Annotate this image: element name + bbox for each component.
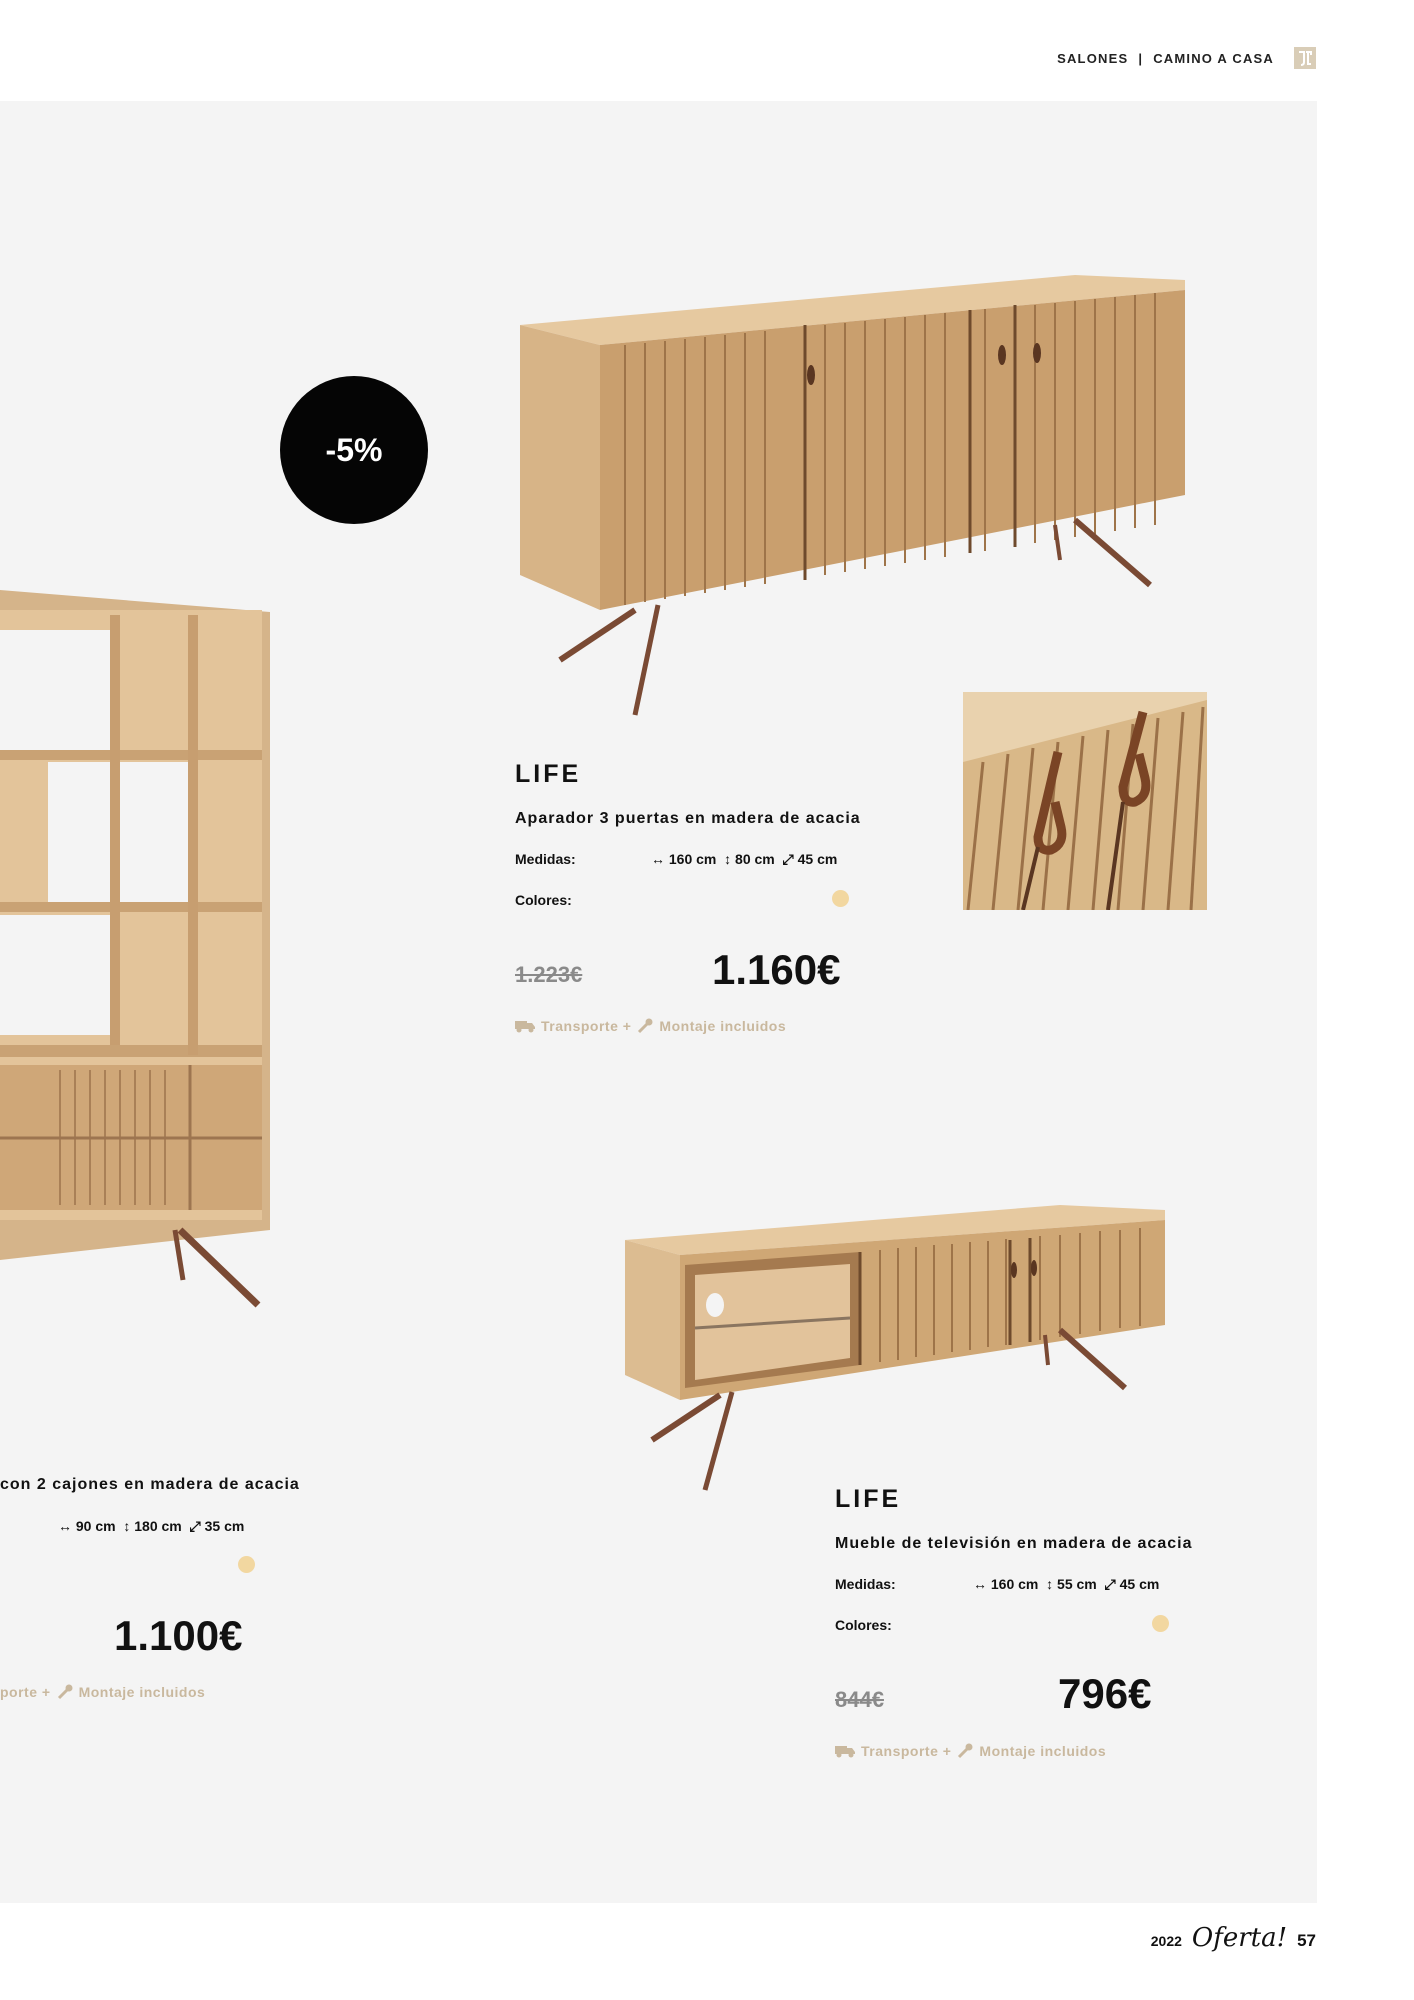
assembly-label: Montaje incluidos [78, 1684, 206, 1700]
product-1-height: 80 cm [735, 851, 775, 867]
footer-brand: Oferta! [1191, 1923, 1288, 1953]
height-icon: ↕ [1046, 1576, 1054, 1592]
brand-logo-icon [1294, 47, 1316, 69]
handle-detail-image [963, 692, 1207, 910]
wrench-icon [57, 1684, 73, 1700]
product-3-name: LIFE [835, 1485, 902, 1513]
wrench-icon [957, 1743, 973, 1759]
depth-icon: ⤢ [1104, 1576, 1116, 1592]
product-1-measures-label: Medidas: [515, 851, 576, 867]
product-3-included [835, 1743, 1106, 1759]
truck-icon [515, 1019, 535, 1033]
product-1-color-swatch [832, 890, 849, 907]
product-1-old-price: 1.223€ [515, 962, 583, 987]
footer-year: 2022 [1150, 1933, 1182, 1949]
width-icon: ↔ [973, 1576, 987, 1592]
subsection-label: CAMINO A CASA [1153, 50, 1274, 66]
page-number: 57 [1297, 1931, 1316, 1950]
product-1-price: 1.160€ [712, 946, 841, 993]
assembly-label: Montaje incluidos [979, 1743, 1107, 1759]
wrench-icon [637, 1018, 653, 1034]
product-2-dimensions [58, 1518, 244, 1535]
product-3-price: 796€ [1058, 1670, 1152, 1717]
product-2-width: 90 cm [75, 1518, 116, 1534]
section-label: SALONES [1057, 50, 1129, 66]
transport-label: Transporte + [541, 1018, 632, 1034]
width-icon: ↔ [651, 851, 665, 867]
section-header [1057, 47, 1316, 69]
product-1-width: 160 cm [668, 851, 717, 867]
product-3-height: 55 cm [1057, 1576, 1097, 1592]
shelving-unit-image [0, 590, 280, 1310]
assembly-label: Montaje incluidos [659, 1018, 787, 1034]
product-3-dimensions [973, 1576, 1159, 1593]
product-3-colors-label: Colores: [835, 1617, 892, 1633]
product-2-depth: 35 cm [204, 1518, 245, 1534]
transport-label: Transporte + [861, 1743, 952, 1759]
height-icon: ↕ [724, 851, 732, 867]
product-3-description: Mueble de televisión en madera de acacia [835, 1535, 1193, 1552]
product-2-color-swatch [238, 1556, 255, 1573]
product-3-width: 160 cm [990, 1576, 1039, 1592]
product-1-colors-label: Colores: [515, 892, 572, 908]
transport-label: porte + [0, 1684, 51, 1700]
product-2-included [0, 1684, 205, 1700]
depth-icon: ⤢ [782, 851, 794, 867]
sideboard-image [515, 275, 1195, 725]
product-3-old-price: 844€ [835, 1687, 884, 1712]
product-2-description: con 2 cajones en madera de acacia [0, 1476, 300, 1493]
page-footer [1151, 1923, 1316, 1953]
product-2-price: 1.100€ [114, 1612, 243, 1659]
product-2-height: 180 cm [134, 1518, 182, 1534]
width-icon: ↔ [58, 1518, 72, 1534]
depth-icon: ⤢ [189, 1518, 201, 1534]
header-separator: | [1138, 50, 1144, 66]
product-1-dimensions [651, 851, 837, 868]
product-1-description: Aparador 3 puertas en madera de acacia [515, 810, 861, 827]
product-1-name: LIFE [515, 760, 582, 788]
truck-icon [835, 1744, 855, 1758]
height-icon: ↕ [123, 1518, 131, 1534]
product-3-color-swatch [1152, 1615, 1169, 1632]
product-3-depth: 45 cm [1119, 1576, 1160, 1592]
product-1-depth: 45 cm [797, 851, 838, 867]
discount-badge: -5% [280, 376, 428, 524]
product-3-measures-label: Medidas: [835, 1576, 896, 1592]
product-1-included [515, 1018, 786, 1034]
tv-unit-image [620, 1200, 1180, 1510]
